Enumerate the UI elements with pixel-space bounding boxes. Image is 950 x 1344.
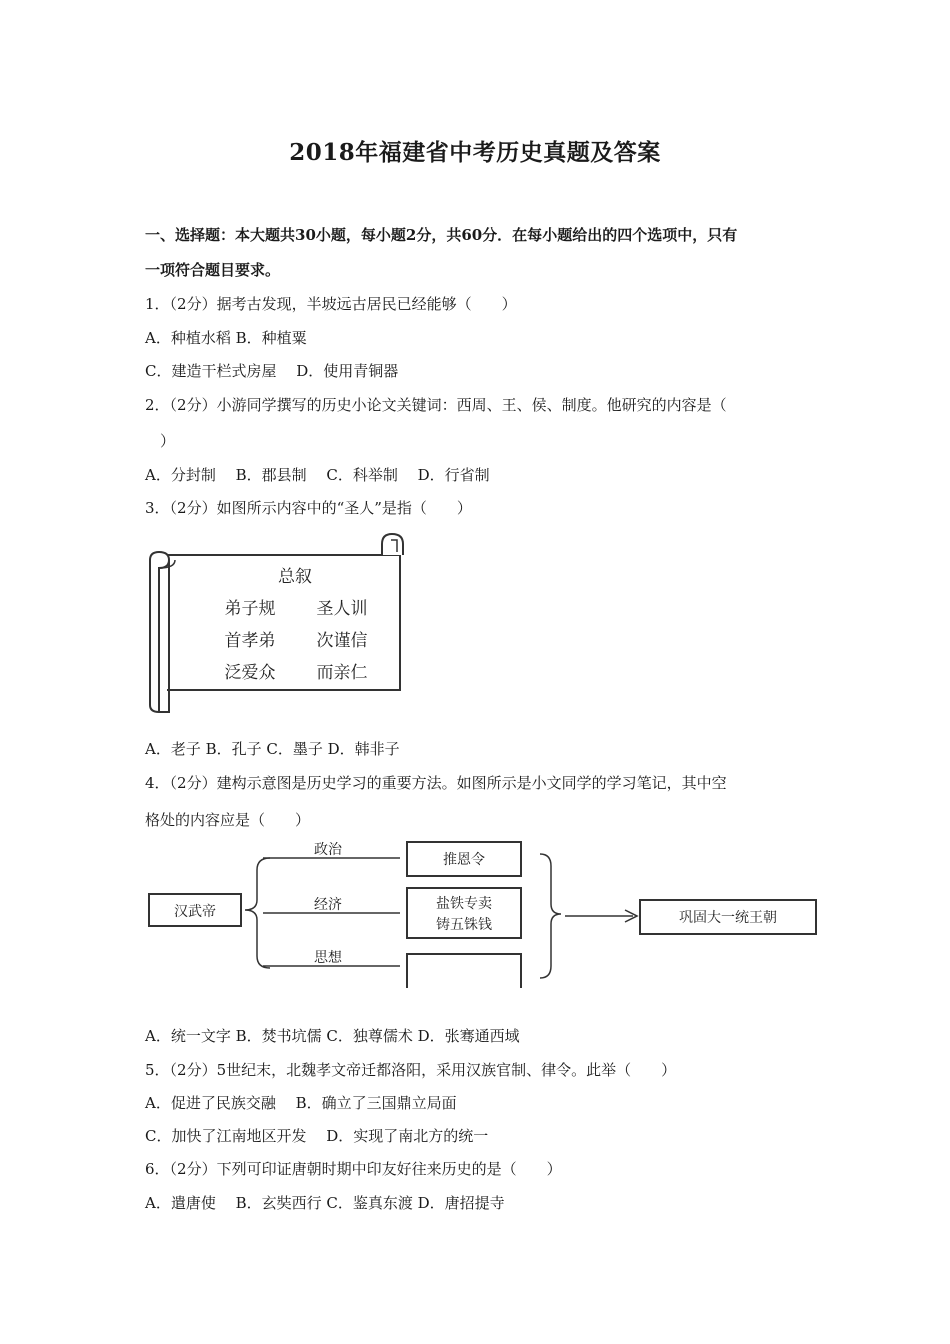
q5-options-line2: C．加快了江南地区开发 D．实现了南北方的统一: [145, 1127, 489, 1145]
q6-options: A．遣唐使 B．玄奘西行 C．鉴真东渡 D．唐招提寺: [145, 1194, 505, 1212]
box-economy-line2: 铸五铢钱: [436, 917, 492, 933]
scroll-row3-right: 而亲仁: [316, 663, 368, 683]
q3-stem: 3．（2分）如图所示内容中的“圣人”是指（ ）: [145, 499, 472, 517]
q1-options-line1: A．种植水稻 B．种植粟: [145, 329, 307, 347]
box-economy-line1: 盐铁专卖: [436, 896, 492, 912]
branch-economy-label: 经济: [314, 897, 342, 913]
scroll-row1-right: 圣人训: [316, 599, 368, 619]
q2-stem-line2: ）: [145, 432, 176, 450]
q5-options-line1: A．促进了民族交融 B．确立了三国鼎立局面: [145, 1094, 457, 1112]
scroll-row2-right: 次谨信: [316, 631, 368, 651]
scroll-row3-left: 泛爱众: [224, 663, 276, 683]
q4-options: A．统一文字 B．焚书坑儒 C．独尊儒术 D．张骞通西域: [145, 1027, 520, 1045]
branch-thought-label: 思想: [314, 950, 342, 966]
right-brace: [540, 854, 561, 978]
scroll-heading: 总叙: [278, 567, 312, 587]
q4-stem-line1: 4．（2分）建构示意图是历史学习的重要方法。如图所示是小文同学的学习笔记，其中空: [145, 774, 727, 792]
result-label: 巩固大一统王朝: [679, 910, 777, 926]
branch-politics-label: 政治: [314, 842, 342, 858]
section-heading-line1: 一、选择题：本大题共30小题，每小题2分，共60分．在每小题给出的四个选项中，只有: [145, 226, 738, 244]
q3-options: A．老子 B．孔子 C．墨子 D．韩非子: [145, 740, 400, 758]
scroll-row2-left: 首孝弟: [224, 631, 276, 651]
q1-options-line2: C．建造干栏式房屋 D．使用青铜器: [145, 362, 399, 380]
q1-stem: 1．（2分）据考古发现，半坡远古居民已经能够（ ）: [145, 295, 517, 313]
q4-stem-line2: 格处的内容应是（ ）: [145, 811, 311, 829]
box-politics-label: 推恩令: [443, 852, 485, 868]
q2-options: A．分封制 B．郡县制 C．科举制 D．行省制: [145, 466, 490, 484]
scroll-row1-left: 弟子规: [224, 599, 276, 619]
scroll-figure: [145, 530, 420, 720]
section-heading-line2: 一项符合题目要求。: [145, 261, 281, 279]
page-title: 2018年福建省中考历史真题及答案: [289, 139, 661, 166]
box-thought-blank: [407, 954, 521, 988]
q2-stem-line1: 2．（2分）小游同学撰写的历史小论文关键词：西周、王、侯、制度。他研究的内容是（: [145, 396, 727, 414]
concept-diagram: [145, 838, 820, 988]
q6-stem: 6．（2分）下列可印证唐朝时期中印友好往来历史的是（ ）: [145, 1160, 562, 1178]
q5-stem: 5．（2分）5世纪末，北魏孝文帝迁都洛阳，采用汉族官制、律令。此举（ ）: [145, 1061, 677, 1079]
root-label: 汉武帝: [174, 904, 216, 920]
